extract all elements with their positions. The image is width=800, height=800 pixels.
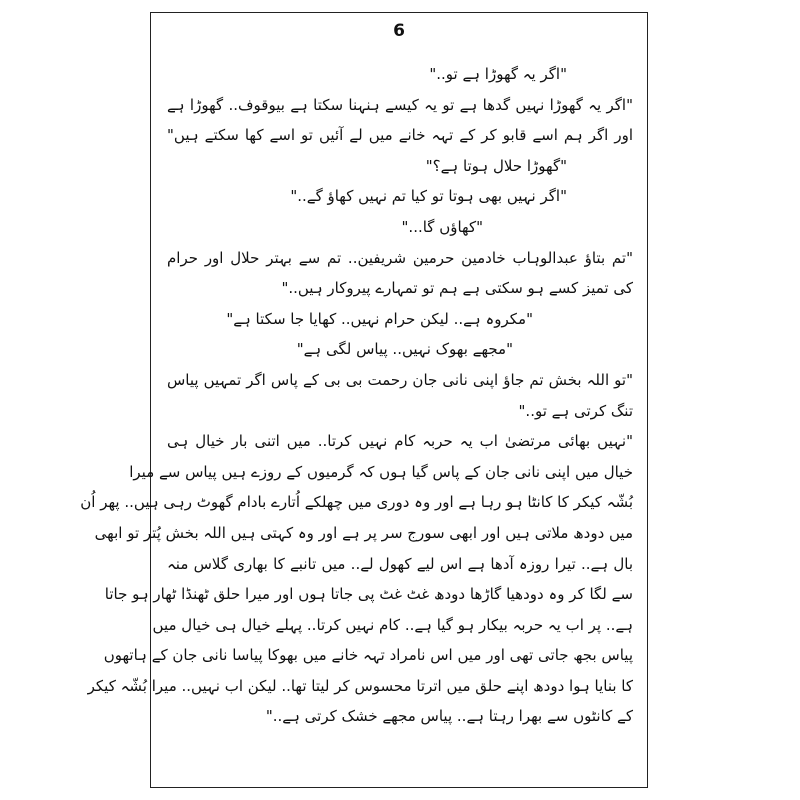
text-line: "اگر یہ گھوڑا ہے تو.."	[429, 65, 567, 83]
text-line: "تو اللہ بخش تم جاؤ اپنی نانی جان رحمت بی بی کے پاس اگر تمہیں پیاس	[167, 370, 633, 389]
text-line: میں دودھ ملاتی ہیں اور ابھی سورج سر پر ہے اور وہ کہتی ہیں اللہ بخش پُتر تو ابھی	[94, 523, 633, 542]
text-line: "مجھے بھوک نہیں.. پیاس لگی ہے"	[296, 340, 513, 359]
text-line: اور اگر ہم اسے قابو کر کے تہہ خانے میں لے آئیں تو اسے کھا سکتے ہیں"	[167, 126, 633, 145]
text-line: تنگ کرتی ہے تو.."	[518, 401, 633, 420]
text-line: بُشّہ کیکر کا کانٹا ہو رہا ہے اور وہ دوری میں چھلکے اُتارے بادام گھوٹ رہی ہیں.. پھر اُن	[80, 493, 633, 512]
text-line: "اگر یہ گھوڑا نہیں گدھا ہے تو یہ کیسے ہنہنا سکتا ہے بیوقوف.. گھوڑا ہے	[167, 95, 633, 114]
text-line: کا بنایا ہوا دودھ اپنے حلق میں اترتا محسوس کر لیتا تھا.. لیکن اب نہیں.. میرا بُشّہ کیکر	[87, 676, 633, 695]
book-page	[80, 12, 648, 788]
text-line: بال ہے.. تیرا روزہ آدھا ہے اس لیے کھول لے.. میں تانبے کا بھاری گلاس منہ	[167, 554, 633, 573]
text-line: سے لگا کر وہ دودھیا گاڑھا دودھ غٹ غٹ پی جاتا ہوں اور میرا حلق ٹھنڈا ٹھار ہو جاتا	[104, 585, 633, 604]
text-line: "کھاؤں گا..."	[401, 217, 483, 236]
text-line: ہے.. پر اب یہ حربہ بیکار ہو گیا ہے.. کام نہیں کرتا.. پہلے خیال ہی خیال میں	[152, 615, 633, 634]
page-number: 6	[393, 21, 405, 41]
text-line: "مکروہ ہے.. لیکن حرام نہیں.. کھایا جا سکتا ہے"	[226, 309, 533, 328]
page-text-body	[80, 59, 633, 732]
text-line: کی تمیز کسے ہو سکتی ہے ہم تو تمہارے پیروکار ہیں.."	[281, 279, 633, 298]
text-line: "نہیں بھائی مرتضیٰ اب یہ حربہ کام نہیں کرتا.. میں اتنی بار خیال ہی	[167, 432, 633, 451]
text-line: کے کانٹوں سے بھرا رہتا ہے.. پیاس مجھے خشک کرتی ہے.."	[265, 707, 633, 726]
text-line: خیال میں اپنی نانی جان کے پاس گیا ہوں کہ گرمیوں کے روزے ہیں پیاس سے میرا	[129, 462, 633, 481]
text-line: "اگر نہیں بھی ہوتا تو کیا تم نہیں کھاؤ گے.."	[290, 187, 567, 206]
text-line: "تم بتاؤ عبدالوہاب خادمین حرمین شریفین.. تم سے بہتر حلال اور حرام	[167, 248, 633, 267]
text-line: پیاس بجھ جاتی تھی اور میں اس نامراد تہہ خانے میں بھوکا پیاسا نانی جان کے ہاتھوں	[103, 646, 633, 665]
text-line: "گھوڑا حلال ہوتا ہے؟"	[425, 156, 567, 175]
